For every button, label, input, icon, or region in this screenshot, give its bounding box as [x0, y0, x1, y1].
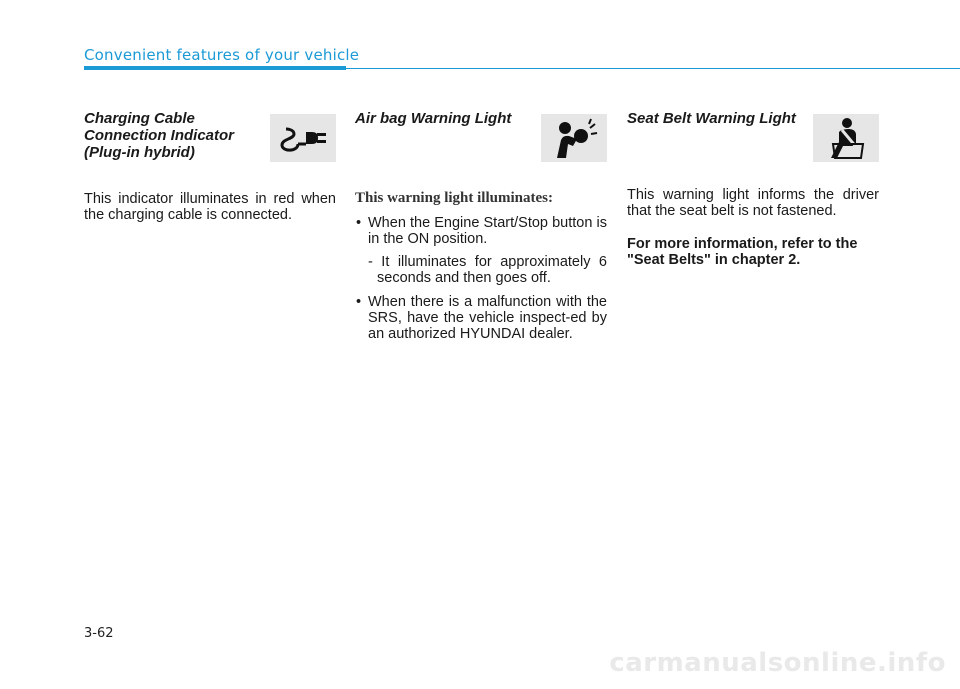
sub-item: - It illuminates for approximately 6 seconds and then goes off.: [368, 254, 607, 286]
section-airbag-warning: [355, 110, 607, 342]
bullet-text: When there is a malfunction with the SRS, have the vehicle inspect-ed by an authorized HYUNDAI dealer.: [368, 294, 607, 342]
watermark: carmanualsonline.info: [609, 648, 946, 678]
bullet-symbol: •: [356, 294, 362, 310]
page-number: 3-62: [84, 626, 114, 641]
section-title: [355, 110, 525, 127]
list-item: [355, 215, 607, 286]
section-title: [84, 110, 254, 161]
bullet-list: [355, 215, 607, 342]
section-body: This warning light informs the driver that the seat belt is not fastened.: [627, 187, 879, 219]
cross-reference-note: For more information, refer to the "Seat Belts" in chapter 2.: [627, 236, 858, 268]
section-charging-cable: [84, 110, 336, 223]
title-line: (Plug-in hybrid): [84, 144, 195, 161]
title-line: Air bag Warning Light: [355, 110, 512, 127]
plug-icon: [270, 114, 336, 162]
header-rule-accent: [84, 66, 346, 70]
section-seat-belt-warning: [627, 110, 879, 283]
section-title: [627, 110, 797, 127]
running-header: Convenient features of your vehicle: [84, 46, 360, 64]
list-item: [355, 294, 607, 342]
airbag-warning-icon: [541, 114, 607, 162]
seat-belt-warning-icon: [813, 114, 879, 162]
header-rule: [346, 68, 960, 69]
section-body: This indicator illuminates in red when the charging cable is connected.: [84, 191, 336, 223]
bullet-symbol: •: [356, 215, 362, 231]
title-line: Charging Cable: [84, 110, 195, 127]
title-line: Connection Indicator: [84, 127, 234, 144]
subheading: This warning light illuminates:: [355, 190, 553, 206]
bullet-text: When the Engine Start/Stop button is in the ON position.: [368, 215, 607, 247]
title-line: Seat Belt Warning Light: [627, 110, 796, 127]
